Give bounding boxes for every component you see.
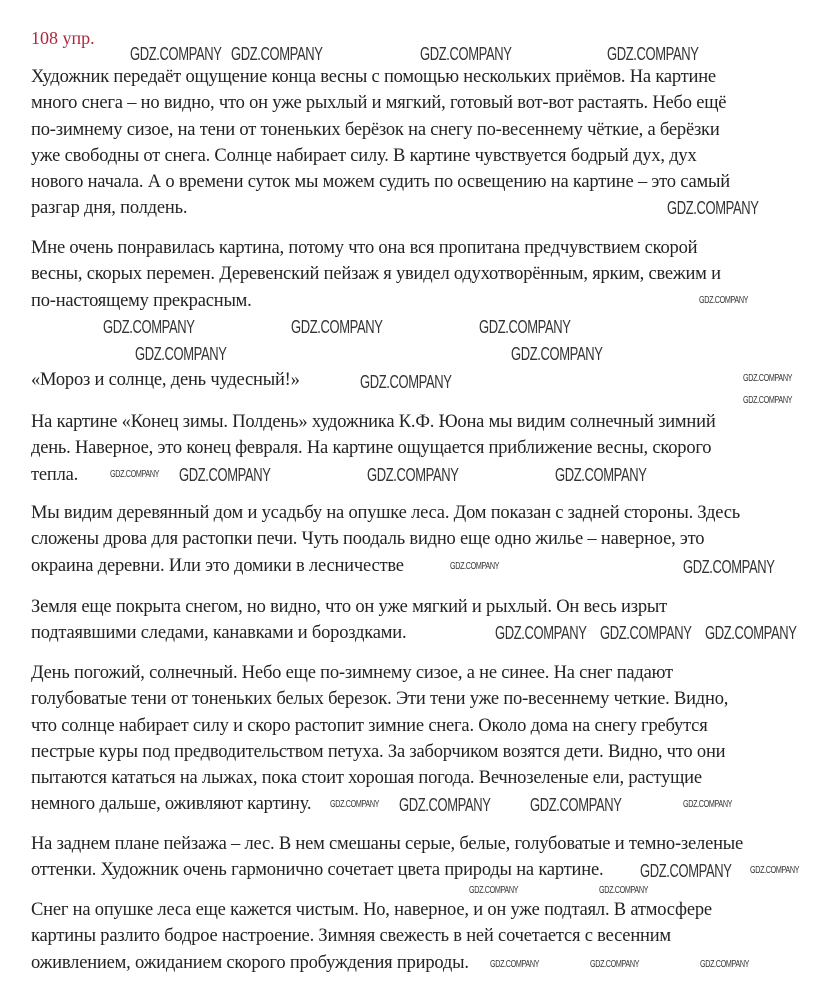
text-line: подтаявшими следами, канавками и бороздками. xyxy=(31,623,407,644)
watermark: GDZ.COMPANY xyxy=(399,795,491,815)
watermark: GDZ.COMPANY xyxy=(179,465,271,485)
paragraph-5 xyxy=(31,500,740,579)
paragraph-1 xyxy=(31,64,730,222)
watermark: GDZ.COMPANY xyxy=(683,557,775,577)
paragraph-8 xyxy=(31,831,743,884)
text-line: много снега – но видно, что он уже рыхлый и мягкий, готовый вот-вот растаять. Небо ещё xyxy=(31,93,727,114)
watermark: GDZ.COMPANY xyxy=(705,623,797,643)
watermark: GDZ.COMPANY xyxy=(130,44,222,64)
watermark: GDZ.COMPANY xyxy=(700,959,750,970)
text-line: уже свободны от снега. Солнце набирает силу. В картине чувствуется бодрый дух, дух xyxy=(31,145,697,166)
text-line: Снег на опушке леса еще кажется чистым. Но, наверное, и он уже подтаял. В атмосфере xyxy=(31,900,712,920)
watermark: GDZ.COMPANY xyxy=(490,959,540,970)
text-line: «Мороз и солнце, день чудесный!» xyxy=(31,370,300,390)
text-line: Мне очень понравилась картина, потому что она вся пропитана предчувствием скорой xyxy=(31,238,698,258)
watermark: GDZ.COMPANY xyxy=(495,623,587,643)
text-line: Мы видим деревянный дом и усадьбу на опушке леса. Дом показан с задней стороны. Здесь xyxy=(31,503,740,523)
watermark: GDZ.COMPANY xyxy=(590,959,640,970)
watermark: GDZ.COMPANY xyxy=(640,861,732,881)
watermark: GDZ.COMPANY xyxy=(367,465,459,485)
watermark: GDZ.COMPANY xyxy=(699,295,749,306)
text-line: разгар дня, полдень. xyxy=(31,198,188,219)
text-line: по-настоящему прекрасным. xyxy=(31,290,252,311)
watermark: GDZ.COMPANY xyxy=(743,373,793,384)
text-line: окраина деревни. Или это домики в лесничестве xyxy=(31,555,404,576)
text-line: нового начала. А о времени суток мы можем судить по освещению на картине – это самый xyxy=(31,172,730,193)
text-line: пытаются кататься на лыжах, пока стоит хорошая погода. Вечнозеленые ели, растущие xyxy=(31,768,702,789)
paragraph-epigraph xyxy=(31,367,300,393)
watermark: GDZ.COMPANY xyxy=(555,465,647,485)
watermark: GDZ.COMPANY xyxy=(599,885,649,896)
watermark: GDZ.COMPANY xyxy=(360,372,452,392)
text-line: по-зимнему сизое, на тени от тоненьких берёзок на снегу по-весеннему чёткие, а берёзки xyxy=(31,119,720,140)
text-line: Художник передаёт ощущение конца весны с помощью нескольких приёмов. На картине xyxy=(31,67,716,87)
text-line: тепла. xyxy=(31,464,79,485)
watermark: GDZ.COMPANY xyxy=(743,395,793,406)
text-line: сложены дрова для растопки печи. Чуть поодаль видно еще одно жилье – наверное, это xyxy=(31,529,705,550)
watermark: GDZ.COMPANY xyxy=(683,799,733,810)
watermark: GDZ.COMPANY xyxy=(103,317,195,337)
text-line: голубоватые тени от тоненьких белых березок. Эти тени уже по-весеннему четкие. Видно, xyxy=(31,689,729,710)
watermark: GDZ.COMPANY xyxy=(607,44,699,64)
text-line: На картине «Конец зимы. Полдень» художника К.Ф. Юона мы видим солнечный зимний xyxy=(31,412,716,432)
text-line: оттенки. Художник очень гармонично сочетает цвета природы на картине. xyxy=(31,860,604,881)
text-line: На заднем плане пейзажа – лес. В нем смешаны серые, белые, голубоватые и темно-зеленые xyxy=(31,834,744,854)
watermark: GDZ.COMPANY xyxy=(231,44,323,64)
text-line: пестрые куры под предводительством петуха. За заборчиком возятся дети. Видно, что они xyxy=(31,741,726,762)
watermark: GDZ.COMPANY xyxy=(330,799,380,810)
text-line: оживлением, ожиданием скорого пробуждения природы. xyxy=(31,952,469,973)
watermark: GDZ.COMPANY xyxy=(420,44,512,64)
text-line: картины разлито бодрое настроение. Зимняя свежесть в ней сочетается с весенним xyxy=(31,926,671,947)
watermark: GDZ.COMPANY xyxy=(667,198,759,218)
watermark: GDZ.COMPANY xyxy=(110,469,160,480)
paragraph-7 xyxy=(31,660,728,818)
text-line: Земля еще покрыта снегом, но видно, что он уже мягкий и рыхлый. Он весь изрыт xyxy=(31,597,668,617)
watermark: GDZ.COMPANY xyxy=(600,623,692,643)
text-line: День погожий, солнечный. Небо еще по-зимнему сизое, а не синее. На снег падают xyxy=(31,663,673,683)
text-line: что солнце набирает силу и скоро растопит зимние снега. Около дома на снегу гребутся xyxy=(31,715,708,736)
watermark: GDZ.COMPANY xyxy=(291,317,383,337)
exercise-title: 108 упр. xyxy=(31,28,95,48)
watermark: GDZ.COMPANY xyxy=(479,317,571,337)
watermark: GDZ.COMPANY xyxy=(750,865,800,876)
watermark: GDZ.COMPANY xyxy=(511,344,603,364)
text-line: день. Наверное, это конец февраля. На картине ощущается приближение весны, скорого xyxy=(31,438,712,459)
watermark: GDZ.COMPANY xyxy=(135,344,227,364)
watermark: GDZ.COMPANY xyxy=(469,885,519,896)
paragraph-2 xyxy=(31,235,721,314)
text-line: немного дальше, оживляют картину. xyxy=(31,794,312,815)
watermark: GDZ.COMPANY xyxy=(530,795,622,815)
watermark: GDZ.COMPANY xyxy=(450,561,500,572)
text-line: весны, скорых перемен. Деревенский пейзаж я увидел одухотворённым, ярким, свежим и xyxy=(31,264,721,285)
